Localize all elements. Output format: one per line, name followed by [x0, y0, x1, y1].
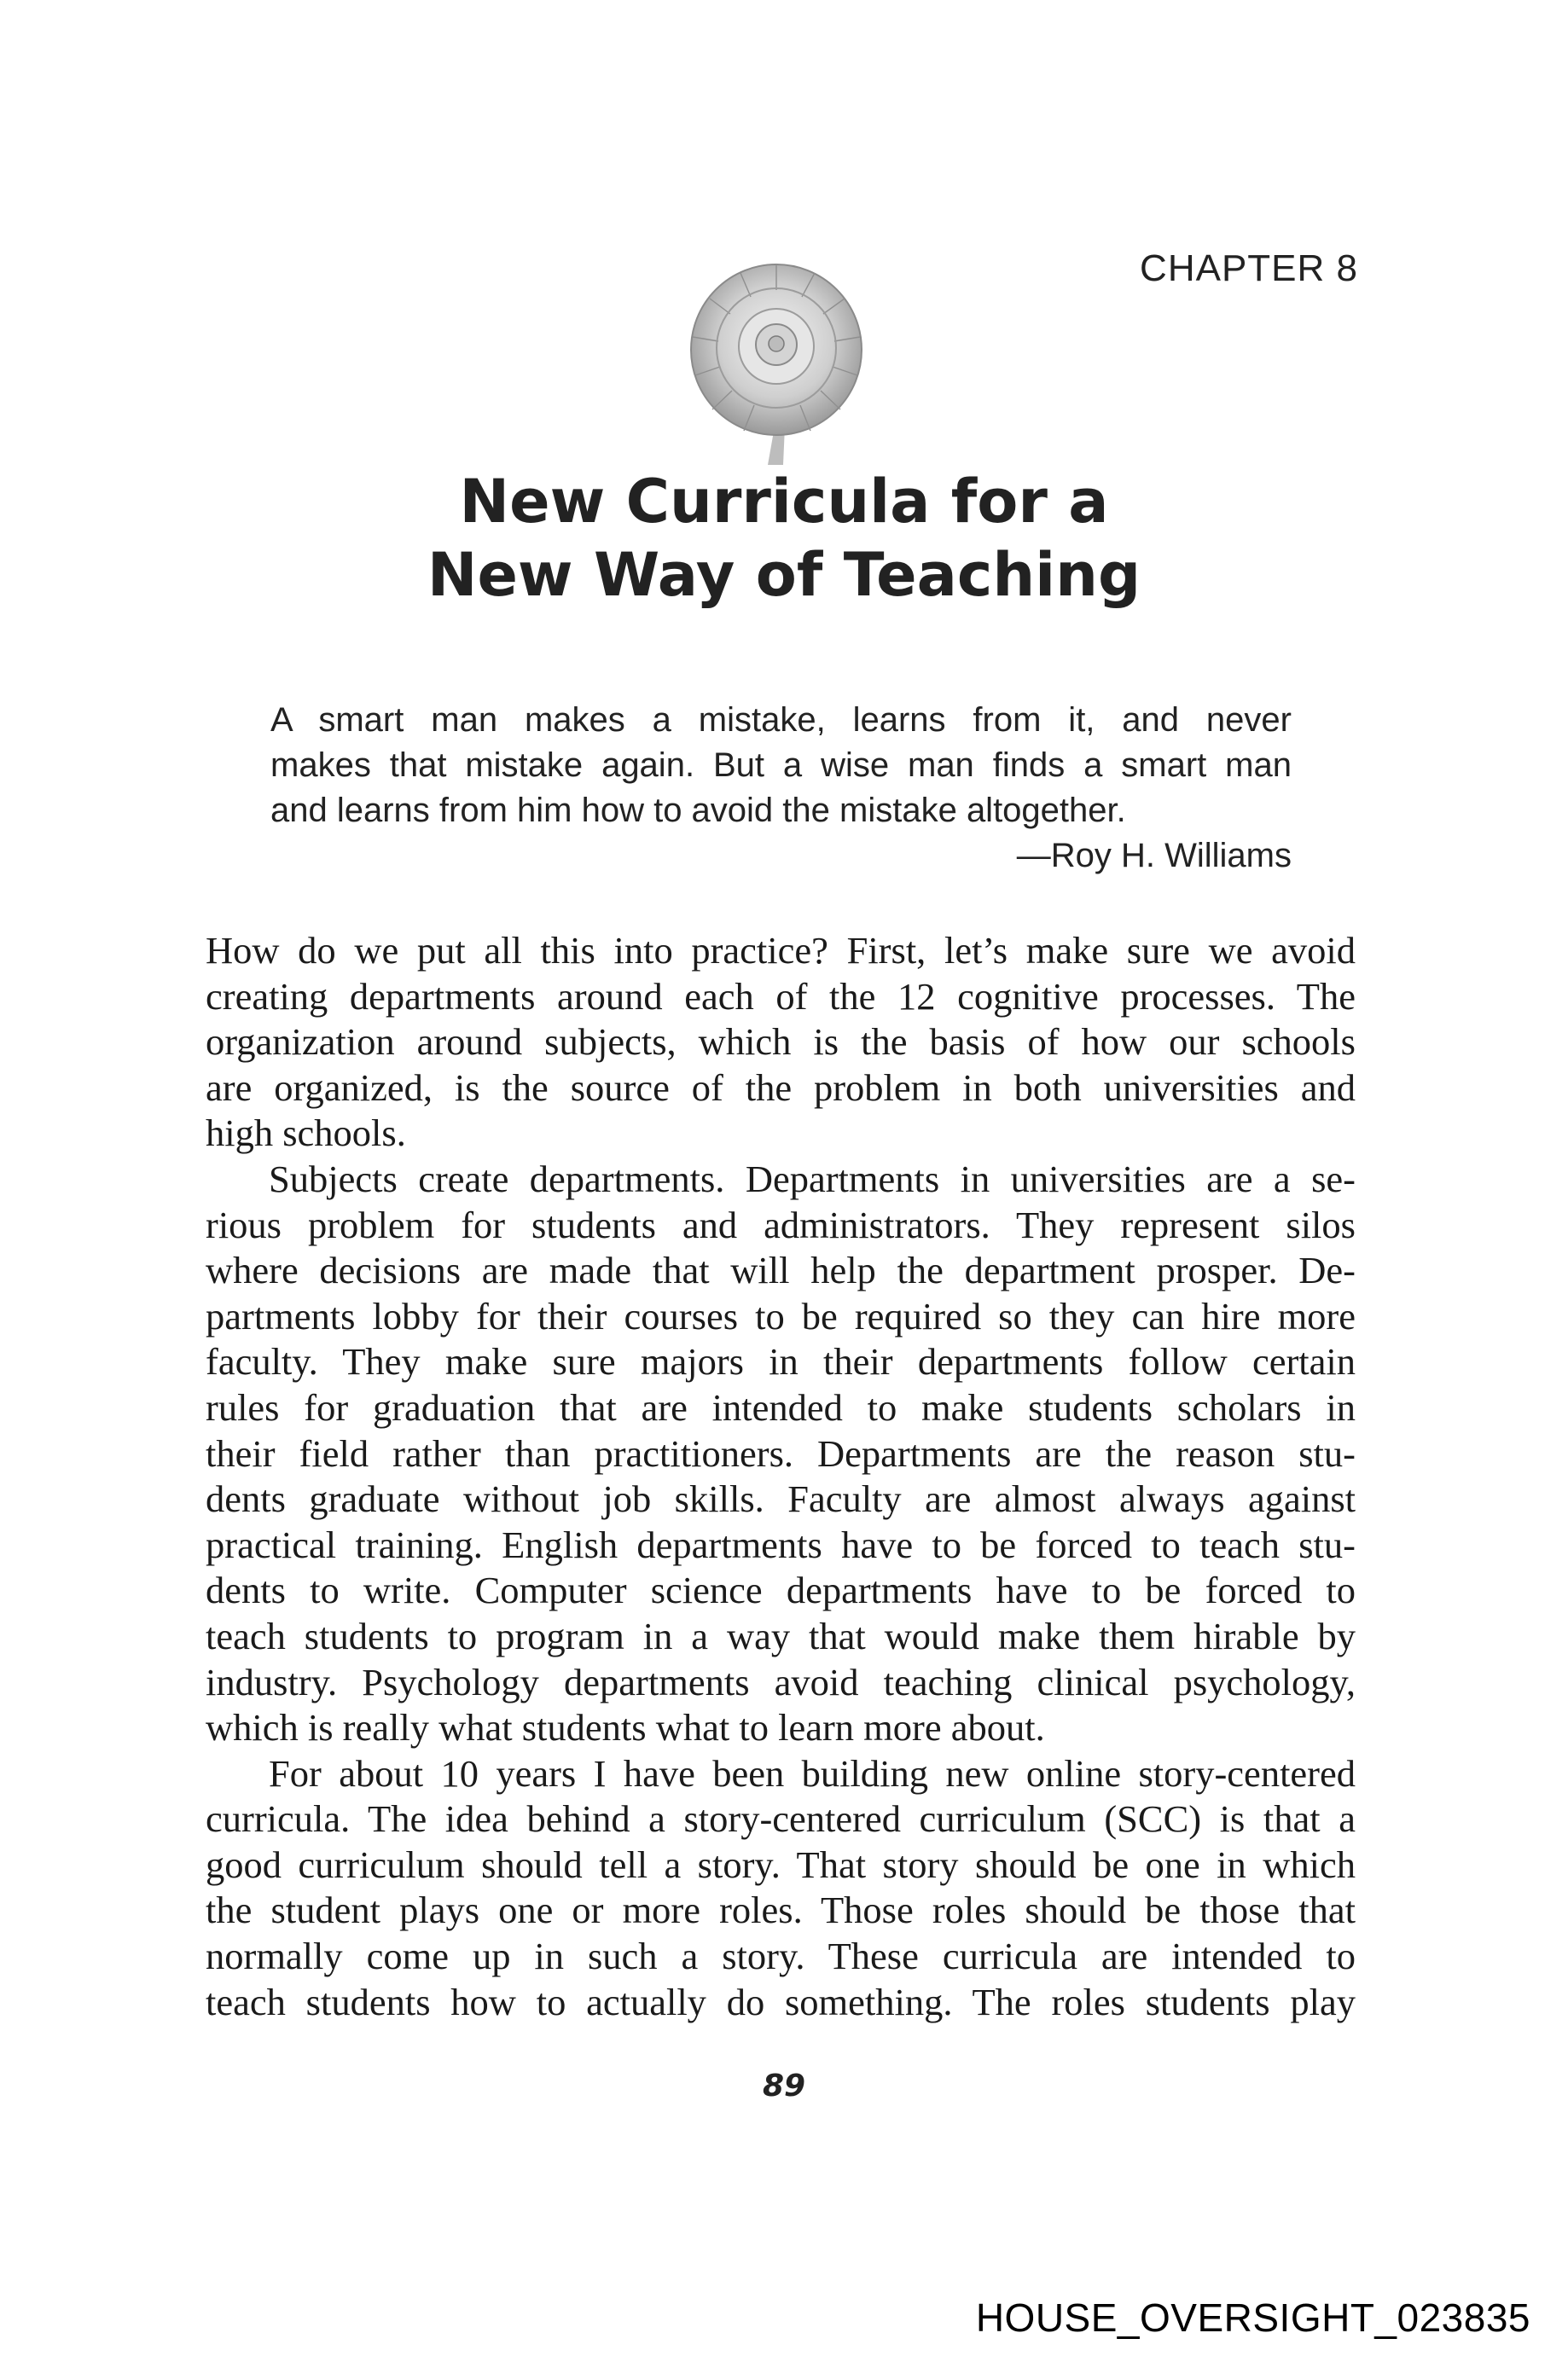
body-line: teach students to program in a way that would make them hirable by: [206, 1614, 1356, 1657]
body-line: the student plays one or more roles. Those roles should be those that: [206, 1889, 1356, 1932]
body-line: dents to write. Computer science departments have to be forced to: [206, 1569, 1356, 1612]
bates-number: HOUSE_OVERSIGHT_023835: [975, 2295, 1530, 2340]
chapter-label: CHAPTER 8: [1140, 247, 1358, 289]
body-line: rious problem for students and administrators. They represent silos: [206, 1203, 1356, 1246]
body-line: their field rather than practitioners. Departments are the reason stu-: [206, 1431, 1356, 1475]
epigraph-attribution: —Roy H. Williams: [1016, 837, 1292, 874]
body-line: normally come up in such a story. These curricula are intended to: [206, 1935, 1356, 1978]
body-line: How do we put all this into practice? First, let’s make sure we avoid: [206, 929, 1356, 972]
body-line: partments lobby for their courses to be required so they can hire more: [206, 1294, 1356, 1338]
epigraph-line: makes that mistake again. But a wise man finds a smart man: [270, 746, 1292, 784]
body-line: curricula. The idea behind a story-centered curriculum (SCC) is that a: [206, 1797, 1356, 1841]
body-line: organization around subjects, which is the basis of how our schools: [206, 1020, 1356, 1064]
body-line: are organized, is the source of the problem in both universities and: [206, 1065, 1356, 1109]
body-line: faculty. They make sure majors in their departments follow certain: [206, 1340, 1356, 1384]
body-line: rules for graduation that are intended to make students scholars in: [206, 1385, 1356, 1429]
body-line: teach students how to actually do something. The roles students play: [206, 1980, 1356, 2023]
body-line: creating departments around each of the 12 cognitive processes. The: [206, 974, 1356, 1018]
epigraph-line: A smart man makes a mistake, learns from it, and never: [270, 701, 1292, 739]
body-text: [206, 928, 1356, 2025]
ammonite-shell-icon: [674, 256, 879, 469]
body-line: where decisions are made that will help the department prosper. De-: [206, 1249, 1356, 1292]
body-line: practical training. English departments have to be forced to teach stu-: [206, 1523, 1356, 1566]
epigraph: [270, 698, 1292, 879]
body-line: For about 10 years I have been building new online story-centered: [269, 1751, 1356, 1795]
body-line: high schools.: [206, 1111, 406, 1155]
page-number: 89: [762, 2069, 806, 2104]
body-line: which is really what students what to learn more about.: [206, 1706, 1045, 1750]
body-line: dents graduate without job skills. Faculty are almost always against: [206, 1477, 1356, 1521]
epigraph-line: and learns from him how to avoid the mistake altogether.: [270, 792, 1126, 829]
body-line: good curriculum should tell a story. That story should be one in which: [206, 1843, 1356, 1886]
chapter-title: [0, 465, 1568, 612]
body-line: Subjects create departments. Departments in universities are a se-: [269, 1157, 1356, 1200]
body-line: industry. Psychology departments avoid teaching clinical psychology,: [206, 1660, 1356, 1703]
chapter-title-line-2: New Way of Teaching: [427, 540, 1141, 610]
chapter-title-line-1: New Curricula for a: [459, 467, 1109, 537]
